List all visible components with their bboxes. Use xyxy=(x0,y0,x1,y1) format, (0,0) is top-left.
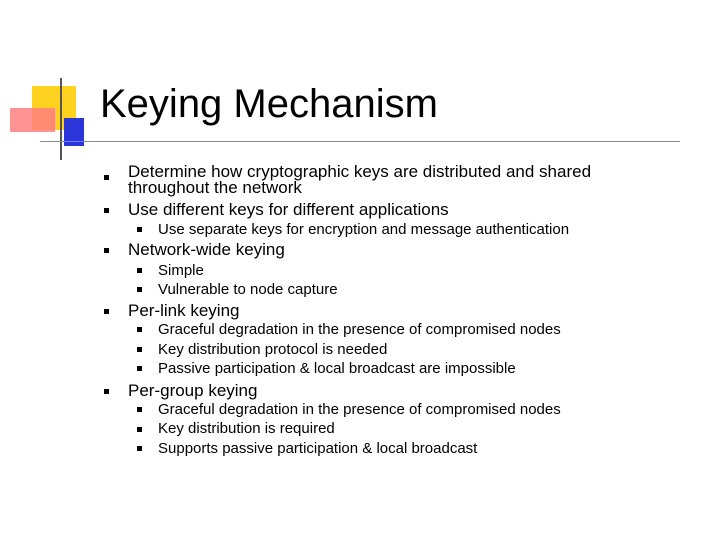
sub-bullet-marker-icon xyxy=(137,427,142,432)
bullet-marker-icon xyxy=(104,309,109,314)
sub-bullet-marker-icon xyxy=(137,287,142,292)
bullet-marker-icon xyxy=(104,175,109,180)
sub-bullet-marker-icon xyxy=(137,366,142,371)
sub-bullet-text: Graceful degradation in the presence of compromised nodes xyxy=(158,401,561,418)
bullet-text: throughout the network xyxy=(128,178,302,197)
bullet-text: Use different keys for different applications xyxy=(128,200,449,219)
bullet-text: Per-link keying xyxy=(128,301,240,320)
deco-red-square xyxy=(10,108,55,132)
bullet-marker-icon xyxy=(104,248,109,253)
bullet-text: Determine how cryptographic keys are distributed and shared xyxy=(128,162,592,181)
sub-bullet-text: Vulnerable to node capture xyxy=(158,281,338,298)
deco-vertical-line xyxy=(60,78,62,160)
sub-bullet-text: Supports passive participation & local broadcast xyxy=(158,440,478,457)
sub-bullet-text: Key distribution is required xyxy=(158,420,335,437)
sub-bullet-marker-icon xyxy=(137,327,142,332)
sub-bullet-marker-icon xyxy=(137,268,142,273)
sub-bullet-text: Simple xyxy=(158,262,204,279)
deco-horizontal-line xyxy=(40,141,680,142)
sub-bullet-marker-icon xyxy=(137,407,142,412)
bullet-text: Per-group keying xyxy=(128,381,258,400)
sub-bullet-text: Graceful degradation in the presence of compromised nodes xyxy=(158,321,561,338)
sub-bullet-marker-icon xyxy=(137,227,142,232)
sub-bullet-text: Key distribution protocol is needed xyxy=(158,341,388,358)
sub-bullet-text: Use separate keys for encryption and message authentication xyxy=(158,221,570,238)
bullet-text: Network-wide keying xyxy=(128,240,285,259)
sub-bullet-marker-icon xyxy=(137,446,142,451)
sub-bullet-marker-icon xyxy=(137,347,142,352)
bullet-marker-icon xyxy=(104,208,109,213)
sub-bullet-text: Passive participation & local broadcast are impossible xyxy=(158,360,516,377)
slide-title: Keying Mechanism xyxy=(100,82,438,126)
bullet-marker-icon xyxy=(104,389,109,394)
